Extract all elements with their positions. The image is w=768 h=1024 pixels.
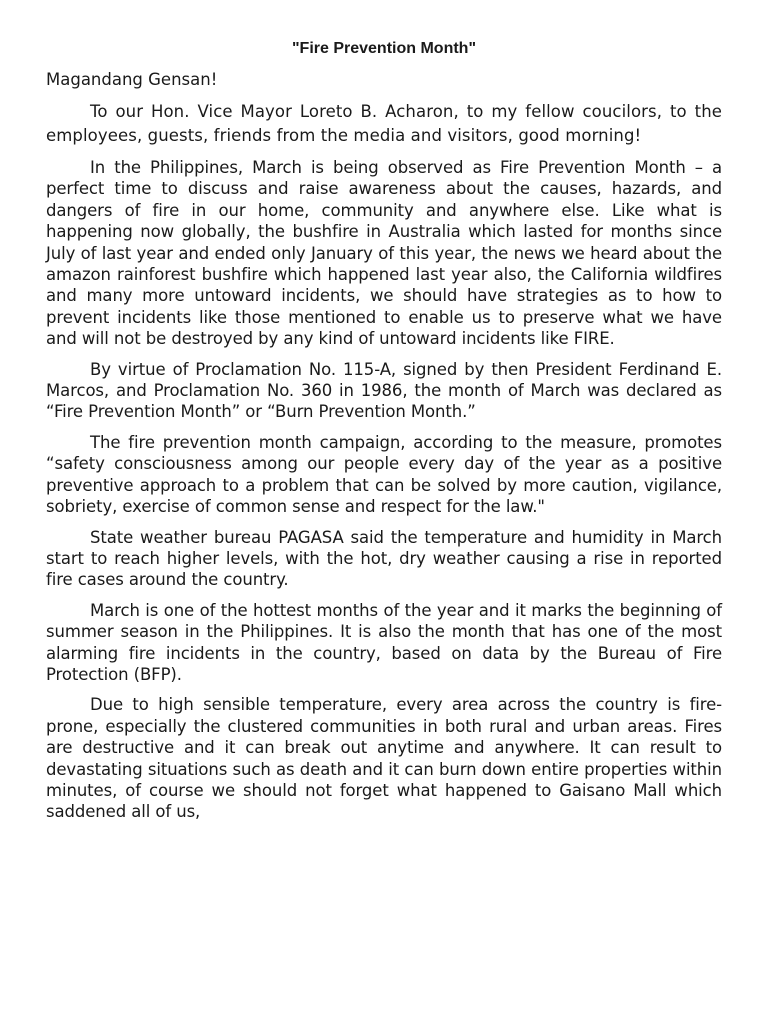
paragraph-campaign: The fire prevention month campaign, according to the measure, promotes “safety consciousness among our people every day of the year as a positive preventive approach to a problem that can be solved by more caution, vigilance, sobriety, exercise of common sense and respect for the law.": [46, 432, 722, 517]
paragraph-fire-prone: Due to high sensible temperature, every area across the country is fire-prone, especially the clustered communities in both rural and urban areas. Fires are destructive and it can break out anytime and anywhere. It can result to devastating situations such as death and it can burn down entire properties within minutes, of course we should not forget what happened to Gaisano Mall which saddened all of us,: [46, 695, 722, 822]
paragraph-salutation: To our Hon. Vice Mayor Loreto B. Acharon, to my fellow coucilors, to the employees, guests, friends from the media and visitors, good morning!: [46, 102, 722, 145]
paragraph-fire-prevention-intro: In the Philippines, March is being observed as Fire Prevention Month – a perfect time to discuss and raise awareness about the causes, hazards, and dangers of fire in our home, community and anywhere else. Like what is happening now globally, the bushfire in Australia which lasted for months since July of last year and ended only January of this year, the news we heard about the amazon rainforest bushfire which happened last year also, the California wildfires and many more untoward incidents, we should have strategies as to how to prevent incidents like those mentioned to enable us to preserve what we have and will not be destroyed by any kind of untoward incidents like FIRE.: [46, 158, 722, 349]
greeting: Magandang Gensan!: [46, 70, 218, 89]
document-page: [46, 38, 722, 832]
paragraph-proclamation: By virtue of Proclamation No. 115-A, signed by then President Ferdinand E. Marcos, and Proclamation No. 360 in 1986, the month of March was declared as “Fire Prevention Month” or “Burn Prevention Month.”: [46, 359, 722, 422]
document-title: "Fire Prevention Month": [291, 40, 477, 57]
paragraph-pagasa: State weather bureau PAGASA said the temperature and humidity in March start to reach higher levels, with the hot, dry weather causing a rise in reported fire cases around the country.: [46, 527, 722, 590]
paragraph-hottest-month: March is one of the hottest months of the year and it marks the beginning of summer season in the Philippines. It is also the month that has one of the most alarming fire incidents in the country, based on data by the Bureau of Fire Protection (BFP).: [46, 600, 722, 684]
